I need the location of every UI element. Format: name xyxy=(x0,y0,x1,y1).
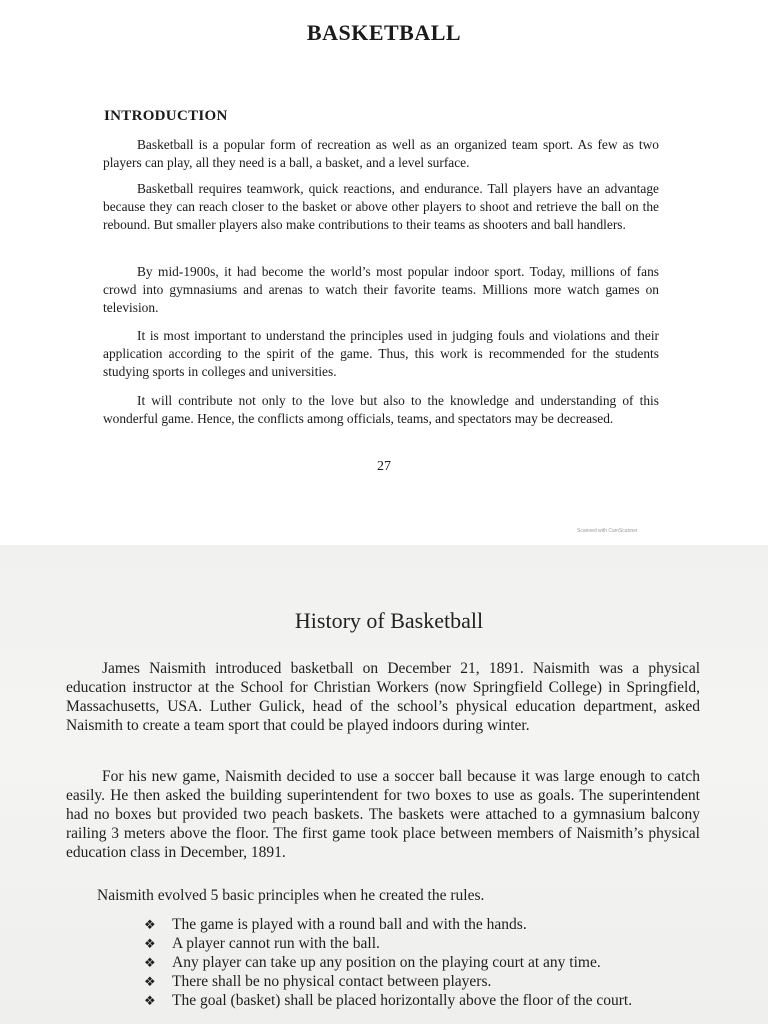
list-item xyxy=(144,953,744,972)
list-item xyxy=(144,972,744,991)
diamond-bullet-icon: ❖ xyxy=(144,956,156,971)
list-item xyxy=(144,915,744,934)
section-heading-introduction: INTRODUCTION xyxy=(104,108,228,124)
page-number: 27 xyxy=(377,459,391,474)
principles-intro: Naismith evolved 5 basic principles when he created the rules. xyxy=(97,887,485,904)
diamond-bullet-icon: ❖ xyxy=(144,994,156,1009)
principle-text: There shall be no physical contact between players. xyxy=(172,973,492,990)
principles-list xyxy=(144,915,744,1010)
history-paragraph-1: James Naismith introduced basketball on December 21, 1891. Naismith was a physical education instructor at the School for Christian Workers (now Springfield College) in Springfield, Massachusetts, USA. Luther Gulick, head of the school’s physical education department, asked Naismith to create a team sport that could be played indoors during winter. xyxy=(66,660,700,734)
intro-paragraph-5: It will contribute not only to the love but also to the knowledge and understanding of this wonderful game. Hence, the conflicts among officials, teams, and spectators may be decreased. xyxy=(103,393,659,426)
diamond-bullet-icon: ❖ xyxy=(144,937,156,952)
principle-text: The goal (basket) shall be placed horizontally above the floor of the court. xyxy=(172,992,633,1009)
diamond-bullet-icon: ❖ xyxy=(144,975,156,990)
diamond-bullet-icon: ❖ xyxy=(144,918,156,933)
page-title: BASKETBALL xyxy=(306,20,462,45)
intro-paragraph-3: By mid-1900s, it had become the world’s most popular indoor sport. Today, millions of fans crowd into gymnasiums and arenas to watch their favorite teams. Millions more watch games on television. xyxy=(103,264,659,315)
intro-paragraph-4: It is most important to understand the principles used in judging fouls and violations and their application according to the spirit of the game. Thus, this work is recommended for the students studying sports in colleges and universities. xyxy=(103,328,659,379)
history-paragraph-2: For his new game, Naismith decided to use a soccer ball because it was large enough to catch easily. He then asked the building superintendent for two boxes to use as goals. The superintendent had no boxes but provided two peach baskets. The baskets were attached to a gymnasium balcony railing 3 meters above the floor. The first game took place between members of Naismith’s physical education class in December, 1891. xyxy=(66,768,700,861)
list-item xyxy=(144,991,744,1010)
principle-text: A player cannot run with the ball. xyxy=(172,935,380,952)
history-title: History of Basketball xyxy=(294,608,484,633)
scanner-watermark: Scanned with CamScanner xyxy=(577,528,638,534)
list-item xyxy=(144,934,744,953)
principle-text: The game is played with a round ball and with the hands. xyxy=(172,916,527,933)
intro-paragraph-1: Basketball is a popular form of recreation as well as an organized team sport. As few as two players can play, all they need is a ball, a basket, and a level surface. xyxy=(103,137,659,170)
principle-text: Any player can take up any position on the playing court at any time. xyxy=(172,954,601,971)
intro-paragraph-2: Basketball requires teamwork, quick reactions, and endurance. Tall players have an advantage because they can reach closer to the basket or above other players to shoot and retrieve the ball on the rebound. But smaller players also make contributions to their teams as shooters and ball handlers. xyxy=(103,181,659,232)
